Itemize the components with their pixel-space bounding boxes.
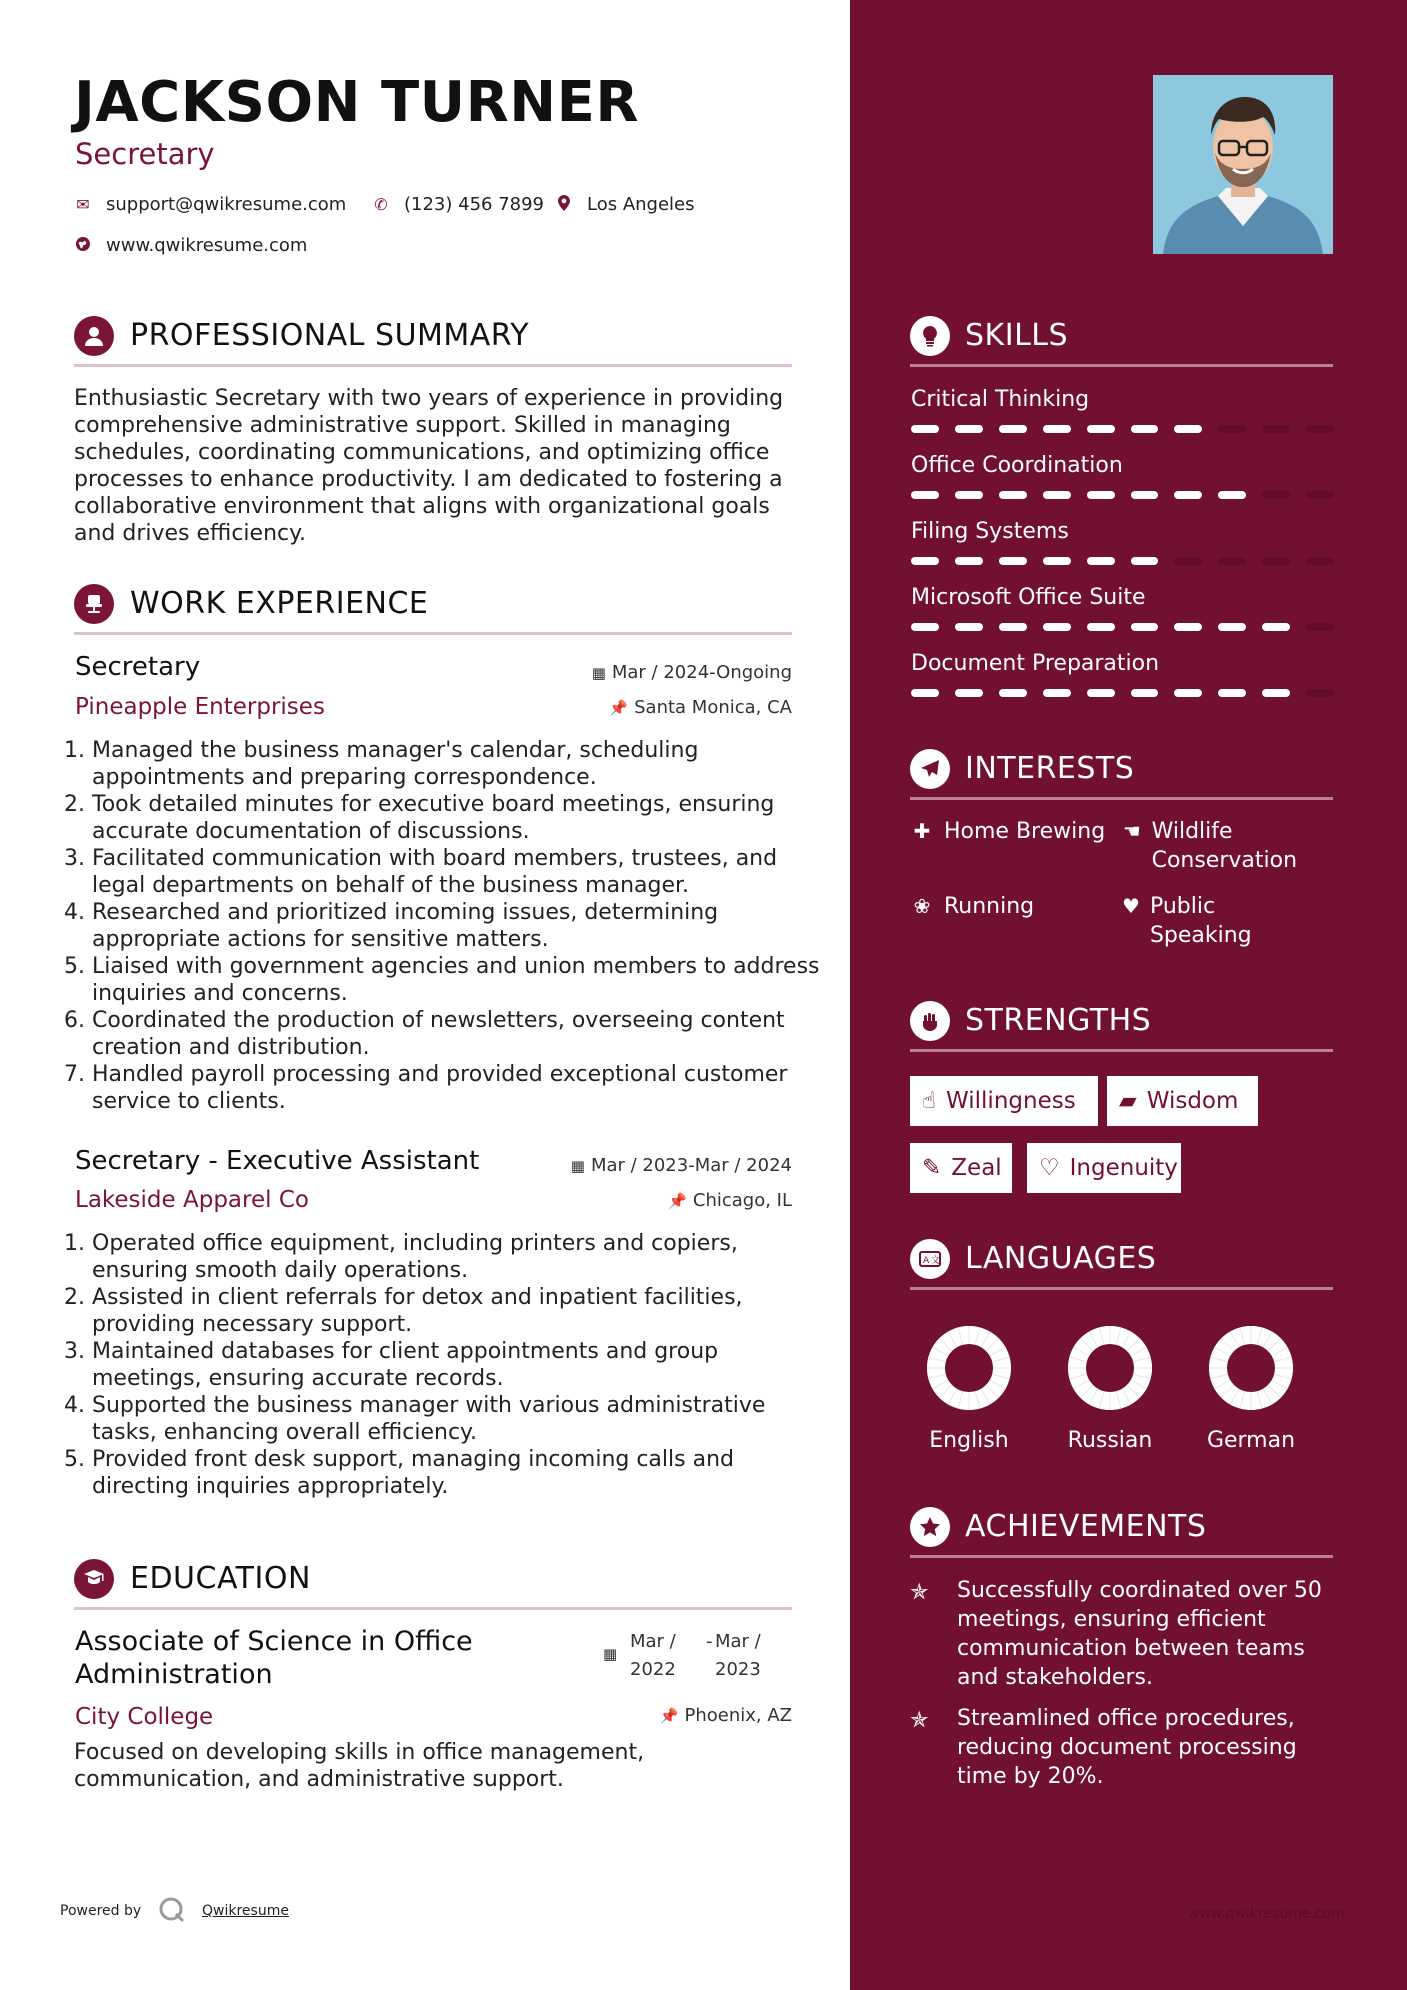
skill-level-dot bbox=[1087, 623, 1115, 631]
language-level-ring bbox=[1067, 1325, 1153, 1411]
qwikresume-link[interactable]: Qwikresume bbox=[202, 1903, 289, 1919]
language-label: German bbox=[1206, 1428, 1296, 1453]
skill-level-dot bbox=[1306, 557, 1334, 565]
experience-section-header bbox=[74, 580, 792, 635]
skill-level-bar bbox=[911, 623, 1334, 631]
star-icon: ✯ bbox=[910, 1580, 929, 1605]
language-label: Russian bbox=[1067, 1428, 1153, 1453]
contact-website[interactable] bbox=[74, 235, 307, 256]
languages-title: LANGUAGES bbox=[965, 1241, 1157, 1276]
job-location: 📌 Santa Monica, CA bbox=[609, 697, 792, 718]
location-text: Los Angeles bbox=[587, 194, 695, 215]
summary-title: PROFESSIONAL SUMMARY bbox=[130, 318, 530, 353]
heartbeat-icon: ♥ bbox=[1122, 894, 1140, 918]
list-item: 7. Handled payroll processing and provided exceptional customer service to clients. bbox=[92, 1061, 822, 1115]
interest-item: ✚ Home Brewing bbox=[910, 817, 1120, 846]
skill-level-dot bbox=[911, 623, 939, 631]
skill-level-dot bbox=[1218, 491, 1246, 499]
education-end-date: Mar / 2023 bbox=[715, 1631, 761, 1680]
skill-level-dot bbox=[1131, 689, 1159, 697]
skill-level-dot bbox=[955, 491, 983, 499]
skill-level-dot bbox=[955, 557, 983, 565]
job-company: Pineapple Enterprises bbox=[75, 694, 325, 720]
degree-title: Associate of Science in Office Administration bbox=[75, 1626, 473, 1690]
pen-icon: ✎ bbox=[922, 1155, 942, 1181]
list-item: 2. Assisted in client referrals for detox and inpatient facilities, providing necessary support. bbox=[92, 1284, 822, 1338]
skill-level-dot bbox=[1306, 425, 1334, 433]
phone-icon: ✆ bbox=[374, 195, 388, 214]
profile-photo bbox=[1153, 75, 1333, 254]
language-label: English bbox=[929, 1428, 1009, 1453]
skill-level-dot bbox=[1174, 425, 1202, 433]
interest-item: ❀ Running bbox=[910, 892, 1120, 921]
skills-title: SKILLS bbox=[965, 318, 1069, 353]
calendar-icon: ▦ bbox=[591, 664, 606, 682]
skill-level-dot bbox=[1043, 557, 1071, 565]
strength-badge: ▰ Wisdom bbox=[1107, 1076, 1258, 1126]
svg-text:A: A bbox=[923, 1256, 930, 1266]
education-location: 📌 Phoenix, AZ bbox=[659, 1705, 792, 1726]
paw-icon: ❀ bbox=[913, 894, 931, 918]
education-description: Focused on developing skills in office management, communication, and administrative support. bbox=[74, 1740, 645, 1792]
skill-level-dot bbox=[1087, 491, 1115, 499]
experience-title: WORK EXPERIENCE bbox=[130, 586, 429, 621]
skill-level-dot bbox=[999, 689, 1027, 697]
skill-level-bar bbox=[911, 425, 1334, 433]
skill-level-dot bbox=[1131, 491, 1159, 499]
skill-level-bar bbox=[911, 557, 1334, 565]
user-icon bbox=[74, 316, 114, 356]
list-item: 4. Supported the business manager with various administrative tasks, enhancing overall efficiency. bbox=[92, 1392, 822, 1446]
pin-icon: 📌 bbox=[668, 1192, 687, 1210]
achievement-item: ✯ Streamlined office procedures, reducing document processing time by 20%. bbox=[910, 1706, 1297, 1789]
skill-level-dot bbox=[955, 425, 983, 433]
skill-level-dot bbox=[999, 557, 1027, 565]
job-bullets bbox=[66, 1230, 822, 1500]
skill-level-dot bbox=[1087, 557, 1115, 565]
phone-text: (123) 456 7899 bbox=[404, 194, 545, 215]
achievements-title: ACHIEVEMENTS bbox=[965, 1509, 1207, 1544]
map-marker-icon bbox=[555, 195, 573, 215]
interests-section-header bbox=[910, 745, 1333, 800]
strength-badge: ♡ Ingenuity bbox=[1027, 1143, 1181, 1193]
candidate-name: JACKSON TURNER bbox=[74, 70, 640, 135]
skill-name: Microsoft Office Suite bbox=[911, 585, 1146, 610]
skill-level-dot bbox=[1087, 425, 1115, 433]
skill-level-dot bbox=[1262, 557, 1290, 565]
list-item: 1. Managed the business manager's calendar, scheduling appointments and preparing correspondence. bbox=[92, 737, 822, 791]
email-text: support@qwikresume.com bbox=[106, 194, 347, 215]
skill-level-dot bbox=[1306, 689, 1334, 697]
graduate-icon bbox=[74, 1559, 114, 1599]
skill-level-dot bbox=[1087, 689, 1115, 697]
paper-plane-icon bbox=[910, 749, 950, 789]
strengths-title: STRENGTHS bbox=[965, 1003, 1152, 1038]
skills-section-header bbox=[910, 312, 1333, 367]
pin-icon: 📌 bbox=[659, 1707, 679, 1725]
office-chair-icon bbox=[74, 584, 114, 624]
language-level-ring bbox=[1208, 1325, 1294, 1411]
education-title: EDUCATION bbox=[130, 1561, 311, 1596]
skill-level-dot bbox=[1131, 425, 1159, 433]
skill-level-dot bbox=[1262, 623, 1290, 631]
calendar-icon: ▦ bbox=[570, 1157, 585, 1175]
skill-level-dot bbox=[1131, 623, 1159, 631]
job-title: Secretary - Executive Assistant bbox=[75, 1146, 480, 1176]
skill-level-dot bbox=[999, 425, 1027, 433]
skill-level-dot bbox=[1174, 491, 1202, 499]
list-item: 2. Took detailed minutes for executive board meetings, ensuring accurate documentation of discussions. bbox=[92, 791, 822, 845]
lightbulb-icon: ♡ bbox=[1039, 1155, 1060, 1181]
languages-section-header bbox=[910, 1235, 1333, 1290]
skill-level-dot bbox=[1262, 689, 1290, 697]
skill-level-dot bbox=[911, 425, 939, 433]
footer-url: www.qwikresume.com bbox=[1188, 1906, 1345, 1922]
skill-level-dot bbox=[911, 689, 939, 697]
skill-level-dot bbox=[1218, 689, 1246, 697]
skill-level-dot bbox=[1174, 623, 1202, 631]
list-item: 3. Maintained databases for client appointments and group meetings, ensuring accurate records. bbox=[92, 1338, 822, 1392]
candidate-role: Secretary bbox=[75, 137, 215, 171]
contact-phone[interactable] bbox=[372, 194, 544, 215]
skill-level-dot bbox=[1043, 689, 1071, 697]
skill-name: Office Coordination bbox=[911, 453, 1123, 478]
school-name: City College bbox=[75, 1704, 214, 1730]
book-icon: ▰ bbox=[1119, 1088, 1137, 1114]
skill-level-dot bbox=[1306, 491, 1334, 499]
svg-text:文: 文 bbox=[931, 1256, 941, 1266]
job-company: Lakeside Apparel Co bbox=[75, 1187, 309, 1213]
skill-level-dot bbox=[1262, 425, 1290, 433]
hand-icon: ☚ bbox=[1122, 819, 1141, 843]
skill-level-dot bbox=[955, 689, 983, 697]
puzzle-icon: ✚ bbox=[913, 819, 931, 843]
job-location: 📌 Chicago, IL bbox=[668, 1190, 792, 1211]
star-badge-icon bbox=[910, 1507, 950, 1547]
pin-icon: 📌 bbox=[609, 699, 629, 717]
skill-level-bar bbox=[911, 689, 1334, 697]
list-item: 5. Liaised with government agencies and union members to address inquiries and concerns. bbox=[92, 953, 822, 1007]
strength-badge: ✎ Zeal bbox=[910, 1143, 1012, 1193]
list-item: 4. Researched and prioritized incoming issues, determining appropriate actions for sensitive matters. bbox=[92, 899, 822, 953]
skill-level-dot bbox=[955, 623, 983, 631]
skill-level-dot bbox=[999, 623, 1027, 631]
achievement-item: ✯ Successfully coordinated over 50 meetings, ensuring efficient communication between teams and stakeholders. bbox=[910, 1578, 1322, 1690]
education-start-date: Mar / 2022 bbox=[630, 1631, 676, 1680]
language-icon bbox=[910, 1239, 950, 1279]
skill-name: Filing Systems bbox=[911, 519, 1069, 544]
strength-badge: ☝ Willingness bbox=[910, 1076, 1098, 1126]
powered-by-text: Powered by bbox=[60, 1903, 142, 1919]
skill-level-dot bbox=[1131, 557, 1159, 565]
envelope-icon: ✉ bbox=[76, 195, 90, 214]
summary-section-header bbox=[74, 312, 792, 367]
achievements-section-header bbox=[910, 1503, 1333, 1558]
contact-location bbox=[555, 194, 695, 215]
skill-level-dot bbox=[1043, 491, 1071, 499]
job-date: ▦ Mar / 2024-Ongoing bbox=[591, 662, 792, 683]
skill-level-dot bbox=[1174, 557, 1202, 565]
qwikresume-logo-icon bbox=[158, 1896, 186, 1924]
list-item: 1. Operated office equipment, including printers and copiers, ensuring smooth daily operations. bbox=[92, 1230, 822, 1284]
list-item: 6. Coordinated the production of newsletters, overseeing content creation and distribution. bbox=[92, 1007, 822, 1061]
language-level-ring bbox=[926, 1325, 1012, 1411]
skill-level-bar bbox=[911, 491, 1334, 499]
interests-title: INTERESTS bbox=[965, 751, 1135, 786]
skill-name: Critical Thinking bbox=[911, 387, 1090, 412]
globe-icon bbox=[74, 236, 92, 255]
job-bullets bbox=[66, 737, 822, 1115]
interest-item: ♥ Public Speaking bbox=[1122, 894, 1252, 948]
website-text: www.qwikresume.com bbox=[106, 235, 308, 256]
interest-item: ☚ Wildlife Conservation bbox=[1122, 819, 1298, 873]
lightbulb-icon bbox=[910, 316, 950, 356]
list-item: 3. Facilitated communication with board members, trustees, and legal departments on behalf of the business manager. bbox=[92, 845, 822, 899]
skill-level-dot bbox=[911, 557, 939, 565]
skill-level-dot bbox=[1218, 425, 1246, 433]
skill-level-dot bbox=[911, 491, 939, 499]
contact-email[interactable] bbox=[74, 194, 346, 215]
summary-text: Enthusiastic Secretary with two years of experience in providing comprehensive administrative support. Skilled in managing schedules, coordinating communications, and optimizing office processes to enhance productivity. I am dedicated to fostering a collaborative environment that aligns with organizational goals and drives efficiency. bbox=[74, 386, 784, 546]
education-date-separator: - bbox=[706, 1631, 713, 1652]
skill-level-dot bbox=[1043, 623, 1071, 631]
skill-level-dot bbox=[1174, 689, 1202, 697]
star-icon: ✯ bbox=[910, 1708, 929, 1733]
skill-name: Document Preparation bbox=[911, 651, 1160, 676]
skill-level-dot bbox=[1218, 557, 1246, 565]
thumbs-up-icon: ☝ bbox=[922, 1088, 937, 1114]
calendar-icon: ▦ bbox=[603, 1645, 618, 1663]
job-date: ▦ Mar / 2023-Mar / 2024 bbox=[570, 1155, 792, 1176]
skill-level-dot bbox=[1218, 623, 1246, 631]
strengths-section-header bbox=[910, 997, 1333, 1052]
skill-level-dot bbox=[1306, 623, 1334, 631]
education-section-header bbox=[74, 1555, 792, 1610]
skill-level-dot bbox=[1043, 425, 1071, 433]
fist-icon bbox=[910, 1001, 950, 1041]
list-item: 5. Provided front desk support, managing incoming calls and directing inquiries appropriately. bbox=[92, 1446, 822, 1500]
skill-level-dot bbox=[999, 491, 1027, 499]
job-title: Secretary bbox=[75, 652, 201, 682]
skill-level-dot bbox=[1262, 491, 1290, 499]
